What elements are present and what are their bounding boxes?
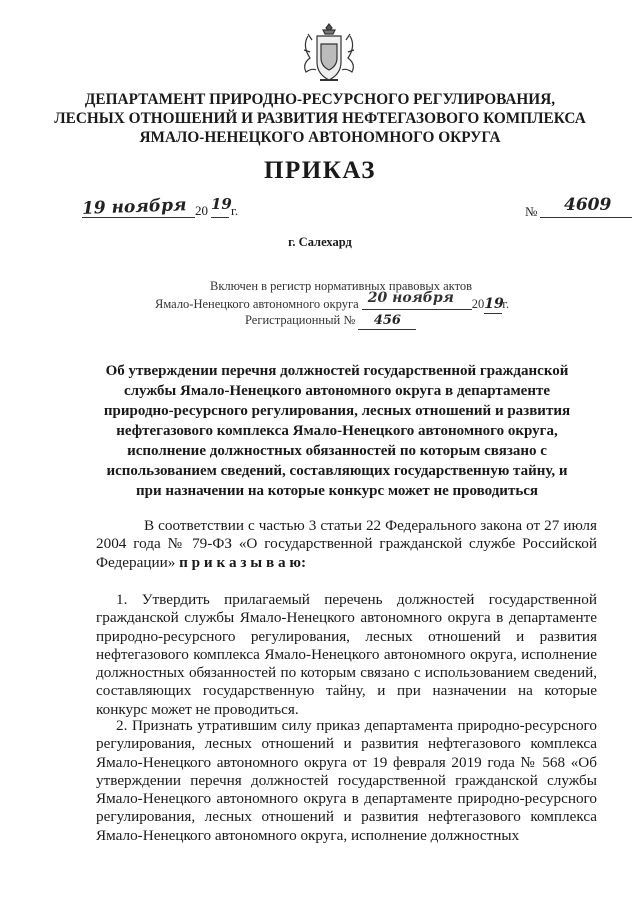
date-handwritten: 19 ноября bbox=[81, 195, 187, 219]
registration-year-handwritten: 19 bbox=[484, 296, 504, 312]
document-type-title: ПРИКАЗ bbox=[264, 157, 376, 184]
registration-year-prefix: 20 bbox=[471, 297, 485, 311]
number-underline bbox=[540, 217, 632, 218]
department-line: ДЕПАРТАМЕНТ ПРИРОДНО-РЕСУРСНОГО РЕГУЛИРОВАНИЯ, bbox=[84, 91, 556, 108]
city-label: г. Салехард bbox=[288, 235, 352, 249]
department-header bbox=[0, 90, 640, 147]
year-underline bbox=[211, 217, 229, 218]
department-line: ЯМАЛО-НЕНЕЦКОГО АВТОНОМНОГО ОКРУГА bbox=[139, 129, 501, 146]
date-underline bbox=[82, 217, 195, 218]
preamble-order-verb: п р и к а з ы в а ю: bbox=[179, 553, 307, 571]
registration-number-label: Регистрационный № bbox=[245, 313, 356, 327]
document-subject: Об утверждении перечня должностей государственной гражданской службы Ямало-Ненецкого автономного округа в департаменте природно-ресурсного регулирования, лесных отношений и развития нефтегазового комплекса Ямало-Ненецкого автономного округа, исполнение должностных обязанностей по которым связано с использованием сведений, составляющих государственную тайну, и при назначении на которые конкурс может не проводиться bbox=[103, 363, 571, 499]
department-line: ЛЕСНЫХ ОТНОШЕНИЙ И РАЗВИТИЯ НЕФТЕГАЗОВОГО КОМПЛЕКСА bbox=[54, 110, 586, 127]
preamble-paragraph bbox=[96, 517, 597, 572]
registration-line-3 bbox=[245, 312, 416, 330]
registration-date-blank bbox=[362, 290, 472, 310]
date-field bbox=[82, 197, 262, 221]
registration-line-1: Включен в регистр нормативных правовых актов bbox=[210, 279, 473, 293]
coat-of-arms-emblem bbox=[300, 22, 358, 86]
order-number-field bbox=[520, 197, 620, 221]
year-handwritten: 19 bbox=[211, 195, 232, 213]
number-label: № bbox=[525, 204, 538, 219]
item-2-paragraph: 2. Признать утратившим силу приказ департамента природно-ресурсного регулирования, лесных отношений и развития нефтегазового комплекса Ямало-Ненецкого автономного округа от 19 февраля 2019 года № 568 «Об утверждении перечня должностей государственной гражданской службы Ямало-Ненецкого автономного округа в департаменте природно-ресурсного регулирования, лесных отношений и развития нефтегазового комплекса Ямало-Ненецкого автономного округа, исполнение должностных bbox=[96, 717, 597, 844]
registration-number-handwritten: 456 bbox=[358, 312, 416, 330]
item-1-paragraph: 1. Утвердить прилагаемый перечень должностей государственной гражданской службы Ямало-Ненецкого автономного округа в департаменте природно-ресурсного регулирования, лесных отношений и развития нефтегазового комплекса Ямало-Ненецкого автономного округа, исполнение должностных обязанностей по которым связано с использованием сведений, составляющих государственную тайну, и при назначении на которые конкурс может не проводиться. bbox=[96, 591, 597, 718]
year-suffix: г. bbox=[231, 203, 239, 218]
registration-date-handwritten: 20 ноября bbox=[367, 290, 454, 306]
year-prefix: 20 bbox=[195, 203, 208, 218]
preamble-text: В соответствии с частью 3 статьи 22 Федерального закона от 27 июля 2004 года № 79-ФЗ «О государственной гражданской службе Российской Федерации» bbox=[96, 517, 597, 571]
registration-year-suffix: г. bbox=[502, 297, 510, 311]
registration-line-2-prefix: Ямало-Ненецкого автономного округа bbox=[155, 297, 359, 311]
order-number-handwritten: 4609 bbox=[564, 195, 612, 215]
